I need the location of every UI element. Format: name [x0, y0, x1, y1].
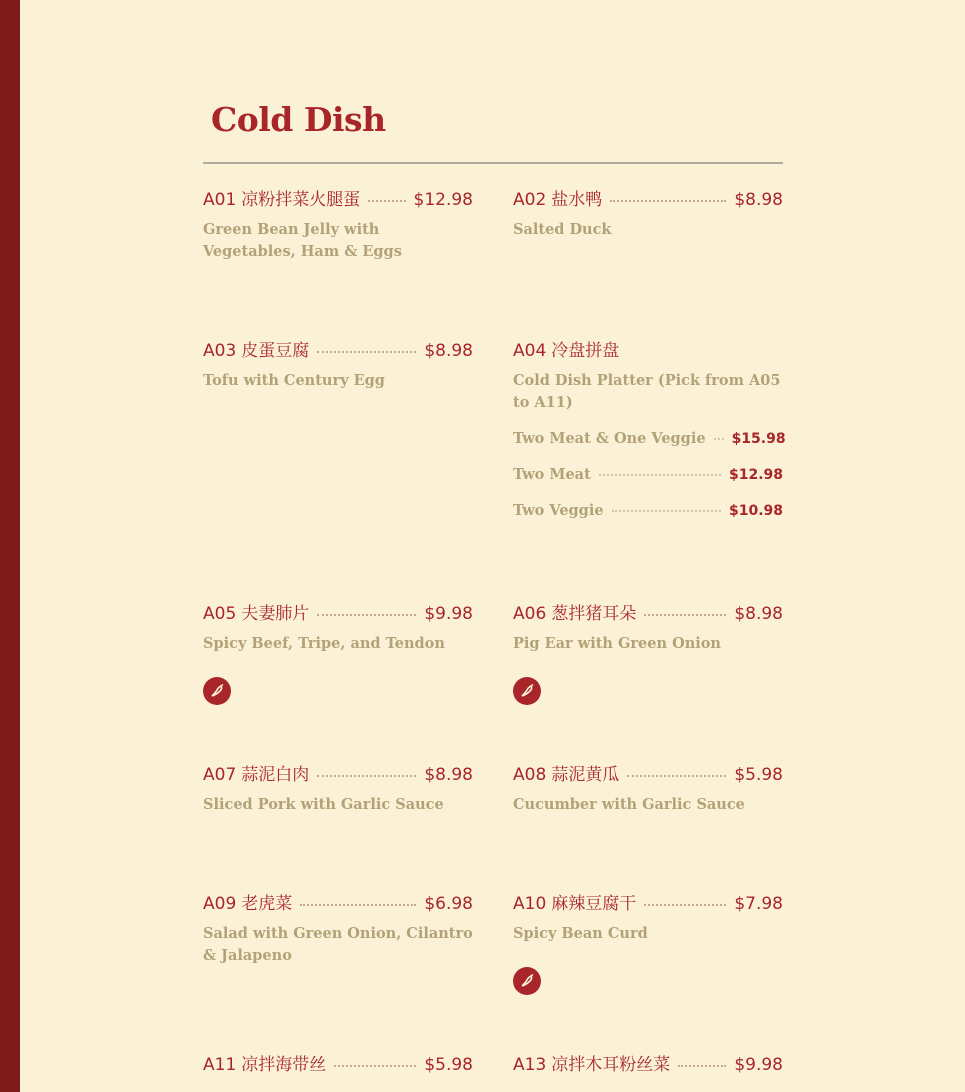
menu-item-a09 [203, 889, 473, 967]
item-description: Cucumber with Garlic Sauce [513, 796, 745, 813]
item-description: Pig Ear with Green Onion [513, 635, 721, 652]
spicy-pepper-icon [513, 967, 541, 995]
item-price: $8.98 [734, 604, 783, 624]
menu-item-a01 [203, 185, 473, 263]
item-chinese-name: 凉拌海带丝 [241, 1055, 327, 1075]
item-price: $5.98 [734, 765, 783, 785]
option-label: Two Meat [513, 466, 591, 483]
dot-leader [317, 351, 416, 353]
menu-item-a11 [203, 1050, 473, 1074]
option-row [513, 466, 783, 502]
item-code: A05 [203, 604, 237, 624]
item-description: Green Bean Jelly with Vegetables, Ham & Eggs [203, 221, 402, 260]
item-code: A13 [513, 1055, 547, 1075]
item-price: $12.98 [413, 190, 473, 210]
spicy-pepper-icon [203, 677, 231, 705]
item-price: $9.98 [734, 1055, 783, 1075]
item-chinese-name: 蒜泥白肉 [241, 765, 310, 785]
option-row [513, 502, 783, 538]
option-price: $12.98 [728, 467, 783, 483]
item-code: A08 [513, 765, 547, 785]
menu-item-a04 [513, 336, 786, 538]
item-price: $8.98 [734, 190, 783, 210]
item-code: A09 [203, 894, 237, 914]
dot-leader [644, 614, 726, 616]
dot-leader [599, 474, 721, 476]
menu-item-a03 [203, 336, 473, 392]
dot-leader [317, 614, 416, 616]
item-price: $5.98 [424, 1055, 473, 1075]
menu-item-a05 [203, 599, 473, 705]
item-code: A01 [203, 190, 237, 210]
item-price: $7.98 [734, 894, 783, 914]
dot-leader [610, 200, 726, 202]
dot-leader [644, 904, 726, 906]
item-chinese-name: 皮蛋豆腐 [241, 341, 310, 361]
item-description: Tofu with Century Egg [203, 372, 385, 389]
item-chinese-name: 冷盘拼盘 [551, 341, 620, 361]
item-price: $6.98 [424, 894, 473, 914]
menu-item-a13 [513, 1050, 783, 1074]
item-chinese-name: 麻辣豆腐干 [551, 894, 637, 914]
item-chinese-name: 凉粉拌菜火腿蛋 [241, 190, 361, 210]
left-accent-bar [0, 0, 20, 1092]
item-price: $8.98 [424, 341, 473, 361]
item-chinese-name: 蒜泥黄瓜 [551, 765, 620, 785]
option-row [513, 430, 786, 466]
option-price: $10.98 [728, 503, 783, 519]
dot-leader [317, 775, 416, 777]
item-code: A02 [513, 190, 547, 210]
item-code: A10 [513, 894, 547, 914]
item-chinese-name: 盐水鸭 [551, 190, 603, 210]
item-chinese-name: 凉拌木耳粉丝菜 [551, 1055, 671, 1075]
title-divider [203, 162, 783, 164]
item-description: Spicy Bean Curd [513, 925, 648, 942]
item-code: A07 [203, 765, 237, 785]
platter-options [513, 430, 786, 538]
dot-leader [334, 1065, 416, 1067]
option-price: $15.98 [731, 431, 786, 447]
dot-leader [300, 904, 416, 906]
option-label: Two Meat & One Veggie [513, 430, 706, 447]
item-chinese-name: 葱拌猪耳朵 [551, 604, 637, 624]
item-price: $9.98 [424, 604, 473, 624]
item-description: Sliced Pork with Garlic Sauce [203, 796, 444, 813]
dot-leader [368, 200, 405, 202]
item-description: Cold Dish Platter (Pick from A05 to A11) [513, 372, 781, 411]
section-title: Cold Dish [211, 100, 386, 139]
dot-leader [714, 438, 724, 440]
dot-leader [627, 775, 726, 777]
item-code: A06 [513, 604, 547, 624]
item-description: Spicy Beef, Tripe, and Tendon [203, 635, 445, 652]
item-code: A04 [513, 341, 547, 361]
spicy-pepper-icon [513, 677, 541, 705]
dot-leader [678, 1065, 726, 1067]
menu-item-a10 [513, 889, 783, 995]
item-chinese-name: 夫妻肺片 [241, 604, 310, 624]
menu-item-a06 [513, 599, 783, 705]
item-code: A03 [203, 341, 237, 361]
menu-item-a02 [513, 185, 783, 241]
menu-item-a07 [203, 760, 473, 816]
option-label: Two Veggie [513, 502, 604, 519]
item-code: A11 [203, 1055, 237, 1075]
dot-leader [612, 510, 721, 512]
item-description: Salted Duck [513, 221, 612, 238]
item-price: $8.98 [424, 765, 473, 785]
item-description: Salad with Green Onion, Cilantro & Jalapeno [203, 925, 473, 964]
menu-item-a08 [513, 760, 783, 816]
item-chinese-name: 老虎菜 [241, 894, 293, 914]
